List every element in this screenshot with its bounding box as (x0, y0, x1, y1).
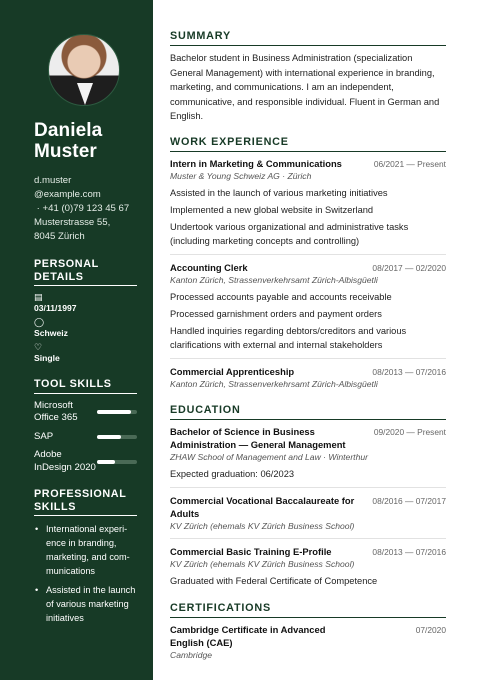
skill-item (34, 449, 137, 474)
globe-icon: ◯ (34, 317, 45, 327)
certification-entry (170, 623, 446, 661)
list-item: • International experi- ence in branding, marketing, and com- munications (34, 522, 137, 578)
summary-heading: SUMMARY (170, 30, 446, 46)
divider (170, 487, 446, 488)
detail-marital-status (34, 342, 137, 364)
degree-title: Commercial Basic Training E-Profile (170, 545, 332, 557)
avatar (48, 34, 120, 106)
degree-note: Expected graduation: 06/2023 (170, 468, 295, 479)
skill-name: Microsoft Office 365 (34, 399, 78, 423)
work-entry (170, 261, 446, 352)
first-name: Daniela (34, 120, 103, 141)
job-title: Commercial Apprenticeship (170, 365, 295, 377)
education-entry (170, 494, 446, 532)
heart-icon: ♡ (34, 342, 43, 352)
degree-note: Graduated with Federal Certificate of Competence (170, 575, 378, 586)
work-entry (170, 157, 446, 248)
skill-level-bar (97, 460, 137, 464)
job-point: Assisted in the launch of various marketing initiatives (170, 187, 388, 198)
certification-date: 07/2020 (415, 624, 446, 635)
summary-text: Bachelor student in Business Administration (specialization General Management) with international experience in branding, marketing, and communications. I am an independent, communicative, and responsible individual. Fluent in German and English. (170, 53, 440, 121)
job-company: Kanton Zürich, Strassenverkehrsamt Zürich-Albisgüetli (170, 378, 378, 389)
work-experience-heading: WORK EXPERIENCE (170, 136, 446, 152)
school-name: KV Zürich (ehemals KV Zürich Business School) (170, 520, 355, 531)
tool-skills-heading: TOOL SKILLS (34, 378, 137, 394)
skill-level-fill (97, 410, 131, 414)
education-entry (170, 425, 446, 481)
job-title: Intern in Marketing & Communications (170, 157, 342, 169)
skill-level-fill (97, 460, 115, 464)
certification-title: Cambridge Certificate in Advanced English (CAE) (170, 623, 326, 648)
divider (170, 538, 446, 539)
detail-birthdate (34, 292, 137, 314)
calendar-icon: ▤ (34, 292, 43, 302)
marital-status-value: Single (34, 353, 60, 363)
skill-level-bar (97, 410, 137, 414)
contact-block (34, 174, 137, 244)
education-entry (170, 545, 446, 588)
email-line-1[interactable]: d.muster (34, 175, 72, 186)
job-point: Processed garnishment orders and payment orders (170, 308, 382, 319)
address-line-2: 8045 Zürich (34, 231, 85, 242)
job-point: Processed accounts payable and accounts receivable (170, 291, 392, 302)
list-item: • Assisted in the launch of various marketing initiatives (34, 583, 137, 625)
certifications-heading: CERTIFICATIONS (170, 602, 446, 618)
school-name: ZHAW School of Management and Law · Winterthur (170, 451, 368, 462)
degree-title: Bachelor of Science in Business Administration — General Management (170, 425, 346, 450)
job-date: 08/2017 — 02/2020 (372, 262, 446, 273)
job-company: Kanton Zürich, Strassenverkehrsamt Zürich-Albisgüetli (170, 274, 378, 285)
degree-title: Commercial Vocational Baccalaureate for Adults (170, 494, 355, 519)
phone-line[interactable]: · +41 (0)79 123 45 67 (34, 203, 130, 214)
phone: +41 (0)79 123 45 67 (42, 203, 130, 214)
personal-details-heading: PERSONAL DETAILS (34, 258, 137, 286)
detail-nationality (34, 317, 137, 339)
job-company: Muster & Young Schweiz AG · Zürich (170, 170, 312, 181)
job-point: Undertook various organizational and administrative tasks (including marketing concepts and controlling) (170, 221, 409, 246)
work-entry (170, 365, 446, 390)
degree-date: 08/2013 — 07/2016 (372, 546, 446, 557)
main-content (170, 30, 446, 665)
skill-name: SAP (34, 430, 54, 442)
skill-level-fill (97, 435, 121, 439)
degree-date: 08/2016 — 07/2017 (372, 495, 446, 506)
skill-item (34, 400, 137, 425)
job-title: Accounting Clerk (170, 261, 248, 273)
job-point: Implemented a new global website in Switzerland (170, 204, 374, 215)
last-name: Muster (34, 141, 97, 162)
divider (170, 358, 446, 359)
skill-level-bar (97, 435, 137, 439)
school-name: KV Zürich (ehemals KV Zürich Business School) (170, 558, 355, 569)
skill-name: Adobe InDesign 2020 (34, 449, 96, 473)
education-heading: EDUCATION (170, 404, 446, 420)
nationality-value: Schweiz (34, 328, 68, 338)
divider (170, 254, 446, 255)
job-date: 08/2013 — 07/2016 (372, 366, 446, 377)
degree-date: 09/2020 — Present (373, 426, 446, 437)
full-name (34, 120, 137, 162)
address-line-1: Musterstrasse 55, (34, 217, 111, 228)
job-point: Handled inquiries regarding debtors/creditors and various clarifications with external and internal stakeholders (170, 325, 407, 350)
job-date: 06/2021 — Present (373, 158, 446, 169)
email-line-2[interactable]: @example.com (34, 189, 101, 200)
certification-place: Cambridge (170, 649, 213, 660)
professional-skills-heading: PROFESSIONAL SKILLS (34, 488, 137, 516)
birthdate-value: 03/11/1997 (34, 303, 77, 313)
professional-skills-list (34, 522, 137, 625)
sidebar (0, 0, 153, 680)
skill-item (34, 431, 137, 444)
